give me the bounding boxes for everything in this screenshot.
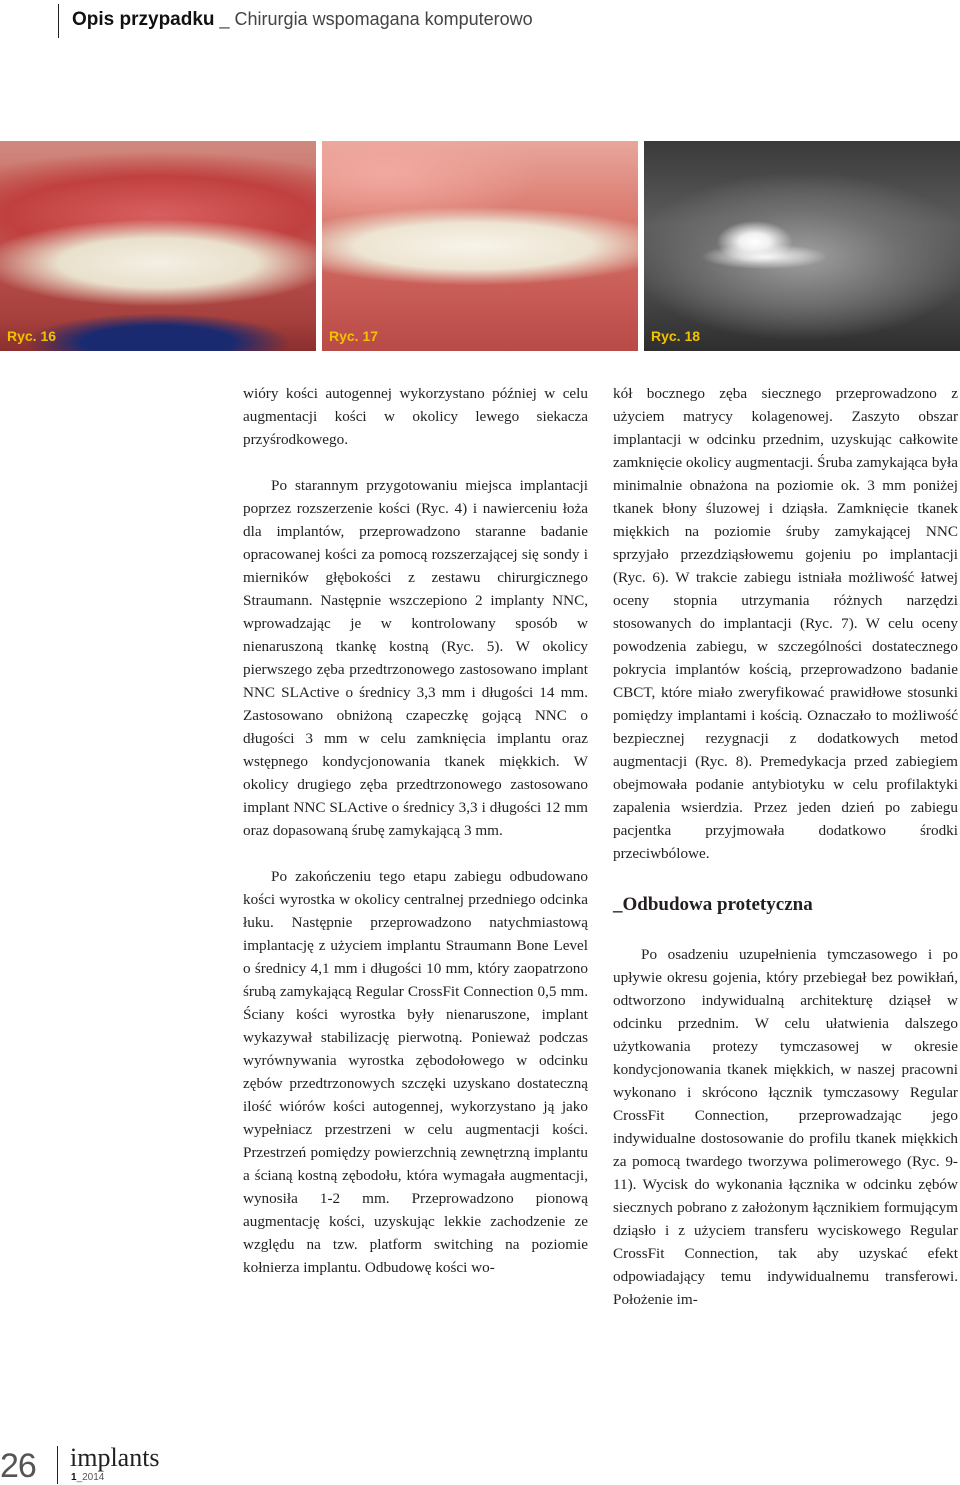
header-rule	[58, 4, 59, 38]
section-subheading: _Odbudowa protetyczna	[613, 894, 813, 915]
section-title: Opis przypadku	[72, 9, 215, 30]
running-header	[72, 6, 533, 33]
magazine-logo: implants	[70, 1443, 160, 1472]
body-paragraph: Po starannym przygotowaniu miejsca implantacji poprzez rozszerzenie kości (Ryc. 4) i nawierceniu łoża dla implantów, przeprowadzono staranne badanie opracowanej kości za pomocą rozszerzającej się sondy i mierników głębokości z zestawu chirurgicznego Straumann. Następnie wszczepiono 2 implanty NNC, wprowadzając je w kontrolowany sposób w nienaruszoną tkankę kostną (Ryc. 5). W okolicy pierwszego zęba przedtrzonowego zastosowano implant NNC SLActive o średnicy 3,3 mm i długości 14 mm. Zastosowano obniżoną czapeczkę gojącą NNC o długości 3 mm w celu zamknięcia implantu oraz wstępnego kondycjonowania tkanek miękkich. W okolicy drugiego zęba przedtrzonowego zastosowano implant NNC SLActive o średnicy 3,3 i długości 12 mm oraz dopasowaną śrubę zamykającą 3 mm.	[243, 477, 588, 839]
right-text-column	[613, 382, 958, 1311]
page-number: 26	[0, 1447, 36, 1485]
body-paragraph: Po osadzeniu uzupełnienia tymczasowego i po upływie okresu gojenia, który przebiegał bez powikłań, odtworzono indywidualną architekturę dziąseł w odcinku przednim. W celu ułatwienia dalszego użytkowania protezy tymczasowej w okresie kondycjonowania tkanek miękkich, w naszej pracowni wykonano i skrócono łącznik tymczasowy Regular CrossFit Connection, przeprowadzając jego indywidualne dostosowanie do profilu tkanek miękkich za pomocą twardego tworzywa polimerowego (Ryc. 9-11). Wycisk do wykonania łącznika w odcinku zębów siecznych pobrano z założonym łącznikiem formującym dziąsło i z użyciem transferu wyciskowego Regular CrossFit Connection, tak aby uzyskać efekt odpowiadający temu indywidualnemu transferowi. Położenie im-	[613, 946, 958, 1308]
section-subtitle: _ Chirurgia wspomagana komputerowo	[214, 9, 533, 29]
figure-16-photo	[0, 141, 316, 351]
issue-number: 1	[71, 1472, 77, 1483]
footer-rule	[57, 1446, 58, 1484]
body-paragraph: kół bocznego zęba siecznego przeprowadzono z użyciem matrycy kolagenowej. Zaszyto obszar implantacji w odcinku przednim, uzyskując całkowite zamknięcie okolicy augmentacji. Śruba zamykająca była minimalnie obnażona na poziomie ok. 3 mm poniżej tkanek błony śluzowej i dziąsła. Zamknięcie tkanek miękkich na poziomie śruby zamykającej NNC sprzyjało przezdziąsłowemu gojeniu po implantacji (Ryc. 6). W trakcie zabiegu istniała możliwość łatwej oceny stopnia utrzymania różnych narzędzi stosowanych do implantacji (Ryc. 7). W celu oceny powodzenia zabiegu, w szczególności dostatecznego pokrycia implantów kością, przeprowadzono badanie CBCT, które miało zweryfikować prawidłowe stosunki pomiędzy implantami i kością. Oznaczało to możliwość bezpiecznej rezygnacji z dodatkowych metod augmentacji (Ryc. 8). Premedykacja przed zabiegiem obejmowała podanie antybiotyku w celu profilaktyki zapalenia wsierdzia. Przez jeden dzień po zabiegu pacjentka przyjmowała dodatkowo środki przeciwbólowe.	[613, 385, 958, 862]
figure-18-xray	[644, 141, 960, 351]
body-paragraph: Po zakończeniu tego etapu zabiegu odbudowano kości wyrostka w okolicy centralnej przedniego odcinka łuku. Następnie przeprowadzono natychmiastową implantację z użyciem implantu Straumann Bone Level o średnicy 4,1 mm i długości 10 mm, który zaopatrzono śrubą zamykającą Regular CrossFit Connection 0,5 mm. Ściany kości wyrostka były nienaruszone, implant wykazywał stabilizację pierwotną. Ponieważ podczas wyrównywania wyrostka zębodołowego w odcinku zębów przedtrzonowych szczęki uzyskano dostateczną ilość wiórów kości autogennej, wykorzystano ją jako wypełniacz przestrzeni w celu augmentacji kości. Przestrzeń pomiędzy powierzchnią zewnętrzną implantu a ścianą kostną zębodołu, która wymagała augmentacji, wynosiła 1-2 mm. Przeprowadzono pionową augmentację kości, uzyskując lekkie zachodzenie ze względu na tzw. platform switching na poziomie kołnierza implantu. Odbudowę kości wo-	[243, 868, 588, 1276]
figure-18-caption: Ryc. 18	[651, 328, 701, 344]
body-paragraph: wióry kości autogennej wykorzystano później w celu augmentacji kości w okolicy lewego siekacza przyśrodkowego.	[243, 385, 588, 448]
figure-17-caption: Ryc. 17	[329, 328, 379, 344]
issue-label	[71, 1472, 104, 1484]
figure-17-photo	[322, 141, 638, 351]
figure-16-caption: Ryc. 16	[7, 328, 57, 344]
left-text-column	[243, 382, 588, 1279]
issue-year: _2014	[76, 1472, 105, 1483]
